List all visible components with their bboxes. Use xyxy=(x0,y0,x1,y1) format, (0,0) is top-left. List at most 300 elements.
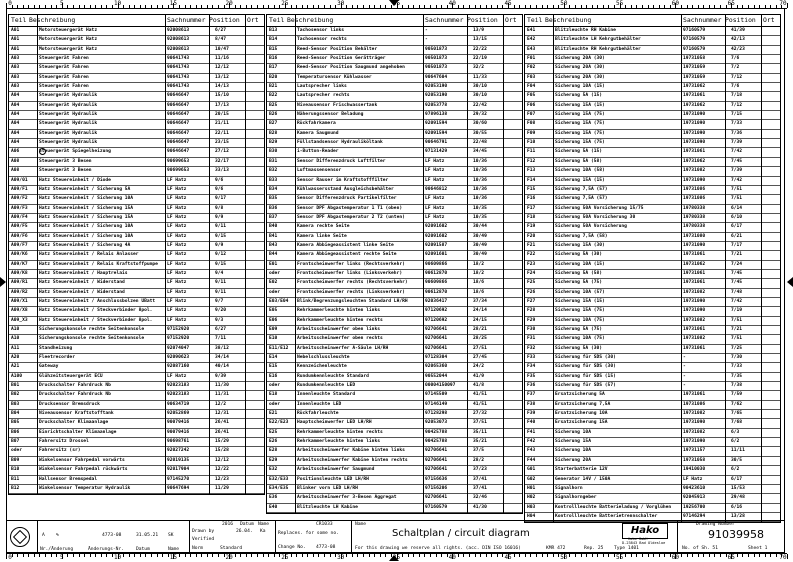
ruler-tick xyxy=(419,554,420,557)
part-id: oder xyxy=(11,448,23,454)
part-description: Steuergerät 3 Besen xyxy=(39,168,92,174)
part-description: i-Button-Reader xyxy=(297,149,339,155)
part-id: A09/R2 xyxy=(11,289,28,295)
part-number: 97152920 xyxy=(167,327,190,332)
part-id: H01 xyxy=(527,485,536,491)
part-id: B17 xyxy=(269,65,278,71)
part-position: 37/34 xyxy=(473,298,487,304)
table-row xyxy=(267,317,522,326)
part-description: Kamera rechte Seite xyxy=(297,224,350,230)
ruler-tick xyxy=(162,554,163,557)
table-row xyxy=(9,410,264,419)
part-id: E05 xyxy=(269,308,278,314)
part-id: A21 xyxy=(11,364,20,370)
part-id: B40 xyxy=(269,224,278,230)
part-id: A04 xyxy=(11,130,20,136)
ruler-tick xyxy=(402,554,403,557)
part-id: F20 xyxy=(527,233,536,239)
table-row xyxy=(525,307,780,316)
part-number: 92087160 xyxy=(167,364,190,370)
part-number: 92017904 xyxy=(167,467,190,473)
part-position: 7/59 xyxy=(731,392,743,398)
table-row xyxy=(267,139,522,148)
part-id: B12 xyxy=(11,485,20,491)
ruler-number: 45 xyxy=(504,0,512,7)
part-number: 97160579 xyxy=(425,504,448,510)
ruler-tick xyxy=(179,554,180,557)
parts-table-column-2 xyxy=(266,14,523,514)
ruler-tick xyxy=(475,554,476,557)
part-description: Blitzleuchte RH Kehrgutbehälter xyxy=(555,46,641,52)
part-number: LF Hatz xyxy=(167,373,187,379)
part-position: 7/62 xyxy=(731,401,743,407)
part-id: A09/K7 xyxy=(11,261,28,267)
part-position: 26/41 xyxy=(215,420,229,426)
part-position: 41/8 xyxy=(473,383,485,389)
ruler-tick xyxy=(770,554,771,557)
verified: Verified xyxy=(192,537,215,542)
part-id: B15 xyxy=(269,46,278,52)
table-row xyxy=(267,214,522,223)
part-description: Sensor Rauser im Kraftstofffilter xyxy=(297,177,389,183)
part-id: A09/F3 xyxy=(11,205,28,211)
part-number: 19731061 xyxy=(683,392,706,398)
part-id: E09 xyxy=(269,327,278,332)
part-number: 19731090 xyxy=(683,112,706,118)
table-row xyxy=(9,223,264,232)
ruler-tick xyxy=(413,554,414,557)
part-position: 6/17 xyxy=(731,476,743,482)
part-number: 19731082 xyxy=(683,289,706,295)
part-description: Positionsleuchte LED LH/RH xyxy=(297,476,369,482)
part-position: 9/7 xyxy=(215,298,224,304)
ruler-tick xyxy=(291,554,292,557)
part-id: A03 xyxy=(11,56,20,62)
table-row xyxy=(9,92,264,101)
part-number: LF Hatz xyxy=(167,177,187,183)
ruler-number: 10 xyxy=(113,0,122,7)
ruler-tick xyxy=(754,554,755,557)
ruler-tick xyxy=(151,554,152,557)
ruler-tick xyxy=(664,554,665,557)
ruler-number: 55 xyxy=(616,0,624,7)
part-position: 37/23 xyxy=(473,467,487,473)
part-position: 22/42 xyxy=(473,102,487,108)
part-position: 15/53 xyxy=(731,485,745,491)
part-id: F17 xyxy=(527,205,536,211)
table-row xyxy=(267,205,522,214)
part-description: Sicherung 15A (75) xyxy=(555,112,605,118)
part-position: 28/21 xyxy=(473,327,487,332)
part-position: 30/49 xyxy=(473,233,487,239)
part-number: 97156636 xyxy=(425,476,448,482)
part-position: 11/16 xyxy=(215,56,229,62)
part-description: Hatz Steuereinheit / Sicherung 10A xyxy=(39,233,134,239)
part-id: G01 xyxy=(527,467,536,473)
table-row xyxy=(9,64,264,73)
table-row xyxy=(525,74,780,83)
part-description: Frontscheinwerfer links (Rechtsverkehr) xyxy=(297,261,405,267)
part-position: 6/16 xyxy=(731,504,743,510)
part-position: 11/29 xyxy=(215,485,229,491)
part-description: Sicherung 7,5A (57) xyxy=(555,196,608,202)
part-id: E02 xyxy=(269,280,278,286)
ruler-tick xyxy=(497,554,498,557)
header-sachnummer: Sachnummer xyxy=(683,16,722,24)
table-row xyxy=(267,92,522,101)
part-position: 7/39 xyxy=(731,168,743,174)
part-description: Sicherung 10A (75) xyxy=(555,317,605,323)
table-row xyxy=(525,504,780,513)
part-position: 35/11 xyxy=(473,429,487,435)
part-description: Kamera Saugmund xyxy=(297,130,339,136)
part-number: LF Hatz xyxy=(167,214,187,220)
part-number: 92706641 xyxy=(425,467,448,473)
part-number: LF Hatz xyxy=(425,168,445,174)
ruler-tick xyxy=(776,554,777,557)
part-position: 7/51 xyxy=(731,336,743,342)
ruler-tick xyxy=(123,554,124,557)
part-id: A09/F4 xyxy=(11,214,28,220)
change-no-label: Change No. xyxy=(278,545,306,550)
part-number: 90646647 xyxy=(167,121,190,127)
part-description: Hatz Steuereinheit / Sicherung 15A xyxy=(39,205,134,211)
part-position: 9/11 xyxy=(215,280,227,286)
drawn-date: 26.04. xyxy=(236,529,253,534)
ruler-number: 40 xyxy=(448,554,456,561)
part-number: 19731090 xyxy=(683,121,706,127)
part-id: B44 xyxy=(269,252,278,258)
part-number: 90646647 xyxy=(167,140,190,146)
part-description: Einrichtschalter Klimaanlage xyxy=(39,429,117,435)
part-description: Blink/Begrenzungsleuchten Standard LH/RH xyxy=(297,298,408,304)
table-row xyxy=(267,46,522,55)
part-id: F21 xyxy=(527,242,536,248)
part-id: E06 xyxy=(269,317,278,323)
ruler-tick xyxy=(642,554,643,557)
part-id: F43 xyxy=(527,448,536,454)
part-number: 19731090 xyxy=(683,130,706,136)
part-position: 9/6 xyxy=(215,186,224,192)
ruler-tick xyxy=(424,554,425,557)
ruler-tick xyxy=(726,554,727,557)
part-number: 97145509 xyxy=(425,392,448,398)
ruler-tick xyxy=(56,554,57,557)
ruler-tick xyxy=(34,554,35,557)
part-position: 12/12 xyxy=(215,65,229,71)
part-id: E22/E23 xyxy=(269,420,289,426)
ruler-tick xyxy=(196,554,197,557)
table-row xyxy=(525,476,780,485)
header-teil: Teil xyxy=(11,16,27,24)
table-row xyxy=(525,251,780,260)
part-number: 19731061 xyxy=(683,345,706,351)
table-row xyxy=(525,36,780,45)
part-description: Sicherung 5A (15) xyxy=(555,93,603,99)
table-row xyxy=(267,419,522,428)
table-row xyxy=(267,102,522,111)
table-row xyxy=(267,130,522,139)
part-position: 7/42 xyxy=(731,177,743,183)
table-row xyxy=(525,120,780,129)
part-id: A03 xyxy=(11,74,20,80)
part-number: 19780338 xyxy=(683,224,706,230)
part-id: oder xyxy=(269,270,281,276)
part-description: Sicherung 15A xyxy=(555,439,591,445)
part-number: 19731082 xyxy=(683,429,706,435)
part-id: B04 xyxy=(11,411,20,417)
table-row xyxy=(267,158,522,167)
part-number: LF Hatz xyxy=(425,177,445,183)
part-position: 7/48 xyxy=(731,289,743,295)
table-header xyxy=(9,15,264,27)
ruler-tick xyxy=(235,554,236,557)
ruler-tick xyxy=(346,554,347,557)
table-row xyxy=(525,466,780,475)
table-row xyxy=(9,27,264,36)
sheet-count: No. of Sh. 51 xyxy=(682,546,718,551)
top-center-marker-icon xyxy=(389,0,399,6)
part-position: 22/19 xyxy=(473,56,487,62)
part-number: 19731061 xyxy=(683,280,706,286)
type-label: Type 1401 xyxy=(614,546,639,551)
table-row xyxy=(267,363,522,372)
part-number: 92706641 xyxy=(425,336,448,342)
ruler-number: 65 xyxy=(727,554,735,561)
part-description: Kamera Abbiegeassistent rechte Seite xyxy=(297,252,397,258)
part-position: 10/36 xyxy=(473,186,487,192)
part-position: 7/68 xyxy=(731,420,743,426)
table-row xyxy=(525,438,780,447)
part-id: A04 xyxy=(11,121,20,127)
part-description: Näherungssensor Beladung xyxy=(297,112,364,118)
table-row xyxy=(267,373,522,382)
part-description: Reed-Sensor Position Gerätträger xyxy=(297,56,386,62)
ruler-tick xyxy=(681,554,682,557)
part-number: 90609866 xyxy=(425,280,448,286)
column-divider xyxy=(761,15,762,522)
part-description: Innenleuchte LED xyxy=(297,401,342,407)
table-row xyxy=(525,289,780,298)
ruler-tick xyxy=(737,554,738,557)
part-id: A09/F6 xyxy=(11,233,28,239)
ruler-number: 5 xyxy=(59,554,64,561)
part-id: E15 xyxy=(269,364,278,370)
table-row xyxy=(267,223,522,232)
part-description: Sicherung 15A (15) xyxy=(555,177,605,183)
ruler-tick xyxy=(84,554,85,557)
part-description: Sensor DPF Abgastemperatur 1 T1 (oben) xyxy=(297,205,403,211)
part-position: 34/14 xyxy=(215,355,229,361)
table-row xyxy=(9,335,264,344)
part-id: B32 xyxy=(269,168,278,174)
part-position: 42/13 xyxy=(731,37,745,43)
part-number: 90609866 xyxy=(425,261,448,267)
ruler-tick xyxy=(28,554,29,557)
part-id: A09/R1 xyxy=(11,280,28,286)
ruler-tick xyxy=(787,554,788,559)
table-row xyxy=(525,167,780,176)
ruler-tick xyxy=(279,554,280,557)
part-position: 9/9 xyxy=(215,242,224,248)
table-row xyxy=(267,186,522,195)
part-description: Sicherung für SDS (15) xyxy=(555,373,616,379)
ruler-number: 50 xyxy=(560,554,568,561)
part-position: 14/13 xyxy=(215,84,229,90)
drawn-by: Drawn by xyxy=(192,529,215,534)
table-row xyxy=(267,429,522,438)
part-position: 13/12 xyxy=(215,74,229,80)
ruler-tick xyxy=(625,554,626,557)
table-row xyxy=(525,177,780,186)
part-position: 37/41 xyxy=(473,485,487,491)
part-description: Drucksensor Bremsdruck xyxy=(39,401,100,407)
company-name: Hako GmbH xyxy=(628,537,648,541)
part-position: 13/15 xyxy=(473,37,487,43)
ruler-tick xyxy=(352,554,353,557)
part-position: 6/2 xyxy=(731,439,740,445)
part-description: Sicherung 5A (75) xyxy=(555,280,603,286)
header-position: Position xyxy=(725,16,756,24)
column-divider xyxy=(503,15,504,513)
ruler-tick xyxy=(569,554,570,557)
part-position: 7/45 xyxy=(731,280,743,286)
part-id: A09/F7 xyxy=(11,242,28,248)
part-position: 6/17 xyxy=(731,224,743,230)
ruler-tick xyxy=(190,554,191,557)
part-description: Reed-Sensor Position Behälter xyxy=(297,46,378,52)
part-position: 10/36 xyxy=(473,168,487,174)
ruler-tick xyxy=(185,554,186,557)
part-number: - xyxy=(683,364,686,370)
ruler-tick xyxy=(17,554,18,557)
table-row xyxy=(525,270,780,279)
part-description: Sicherung 10A (57) xyxy=(555,289,605,295)
change-no-value: 4773-08 xyxy=(316,545,336,550)
part-number: 90641743 xyxy=(167,56,190,62)
part-id: F18 xyxy=(527,214,536,220)
table-row xyxy=(525,261,780,270)
hako-logo: Hako xyxy=(622,523,668,539)
part-description: Hatz Steuereinheit / Sicherung 4A xyxy=(39,242,131,248)
parts-table-column-3 xyxy=(524,14,781,523)
part-number: 97146294 xyxy=(683,513,706,519)
part-position: 7/6 xyxy=(731,56,740,62)
table-row xyxy=(9,158,264,167)
part-number: 90079416 xyxy=(167,420,190,426)
part-id: A08 xyxy=(11,168,20,174)
ruler-tick xyxy=(636,554,637,557)
part-description: Rehrkammerleuchte hinten links xyxy=(297,308,380,314)
ruler-tick xyxy=(363,554,364,557)
ruler-number: 20 xyxy=(225,554,233,561)
part-id: B28 xyxy=(269,130,278,136)
part-description: Sicherung 15A (15) xyxy=(555,298,605,304)
ruler-number: 10 xyxy=(113,554,122,561)
ruler-tick xyxy=(268,554,269,557)
part-number: 19731061 xyxy=(683,327,706,332)
part-number: 19780338 xyxy=(683,214,706,220)
rev-by: SK xyxy=(168,533,174,538)
part-id: F34 xyxy=(527,364,536,370)
table-row xyxy=(525,83,780,92)
part-description: Sicherung 20A (30) xyxy=(555,74,605,80)
table-row xyxy=(525,279,780,288)
part-id: B43 xyxy=(269,242,278,248)
part-number: 92036417 xyxy=(425,298,448,304)
table-row xyxy=(267,195,522,204)
ruler-tick xyxy=(692,554,693,557)
part-number: 19731086 xyxy=(683,401,706,407)
part-id: B14 xyxy=(269,37,278,43)
table-row xyxy=(525,373,780,382)
table-row xyxy=(267,504,522,513)
part-id: F29 xyxy=(527,317,536,323)
part-number: LF Hatz xyxy=(167,308,187,314)
left-center-marker-icon xyxy=(0,277,6,287)
ruler-tick xyxy=(246,554,247,557)
part-id: F33 xyxy=(527,355,536,361)
part-description: Fahrersitz (sr) xyxy=(39,448,81,454)
part-number: 92053778 xyxy=(425,102,448,108)
part-position: 17/13 xyxy=(215,102,229,108)
ruler-number: 35 xyxy=(392,554,401,561)
table-row xyxy=(9,74,264,83)
header-sachnummer: Sachnummer xyxy=(425,16,464,24)
part-position: 11/11 xyxy=(731,448,745,454)
ruler-tick xyxy=(659,554,660,557)
part-position: 24/2 xyxy=(473,364,485,370)
ruler-tick xyxy=(240,554,241,557)
part-description: Sicherung 50A Vorsicherung 15/75 xyxy=(555,205,644,211)
table-row xyxy=(267,27,522,36)
part-position: 37/41 xyxy=(473,476,487,482)
part-position: 7/19 xyxy=(731,308,743,314)
table-row xyxy=(9,476,264,485)
part-position: 6/27 xyxy=(215,28,227,33)
part-description: Sicherung 7,5A (57) xyxy=(555,186,608,192)
ruler-tick xyxy=(140,554,141,557)
part-description: Sicherung 10A (75) xyxy=(555,336,605,342)
right-center-marker-icon xyxy=(787,277,793,287)
ruler-number: 60 xyxy=(671,0,680,7)
part-description: Temperatursensor Kühlwasser xyxy=(297,74,372,80)
part-position: 7/65 xyxy=(731,411,743,417)
part-number: 90641743 xyxy=(167,65,190,71)
part-position: 9/9 xyxy=(215,214,224,220)
part-id: F40 xyxy=(527,420,536,426)
part-description: Rückfahrleuchte xyxy=(297,411,339,417)
part-position: 7/25 xyxy=(731,345,743,351)
part-number: LF Hatz xyxy=(167,205,187,211)
table-row xyxy=(525,242,780,251)
part-id: F26 xyxy=(527,289,536,295)
part-number: 97146149 xyxy=(425,401,448,407)
part-id: F11 xyxy=(527,149,536,155)
part-position: 22/48 xyxy=(473,140,487,146)
part-description: Winkelsensor Fahrpedal rückwärts xyxy=(39,467,128,473)
part-number: 90079416 xyxy=(167,429,190,435)
ruler-number: 35 xyxy=(392,0,401,7)
part-position: 6/21 xyxy=(731,233,743,239)
part-number: 92023183 xyxy=(167,392,190,398)
part-id: B34 xyxy=(269,186,278,192)
part-position: 7/38 xyxy=(731,383,743,389)
part-id: B05 xyxy=(11,420,20,426)
part-id: F31 xyxy=(527,336,536,342)
part-position: 7/45 xyxy=(731,270,743,276)
part-number: LF Hatz xyxy=(167,233,187,239)
